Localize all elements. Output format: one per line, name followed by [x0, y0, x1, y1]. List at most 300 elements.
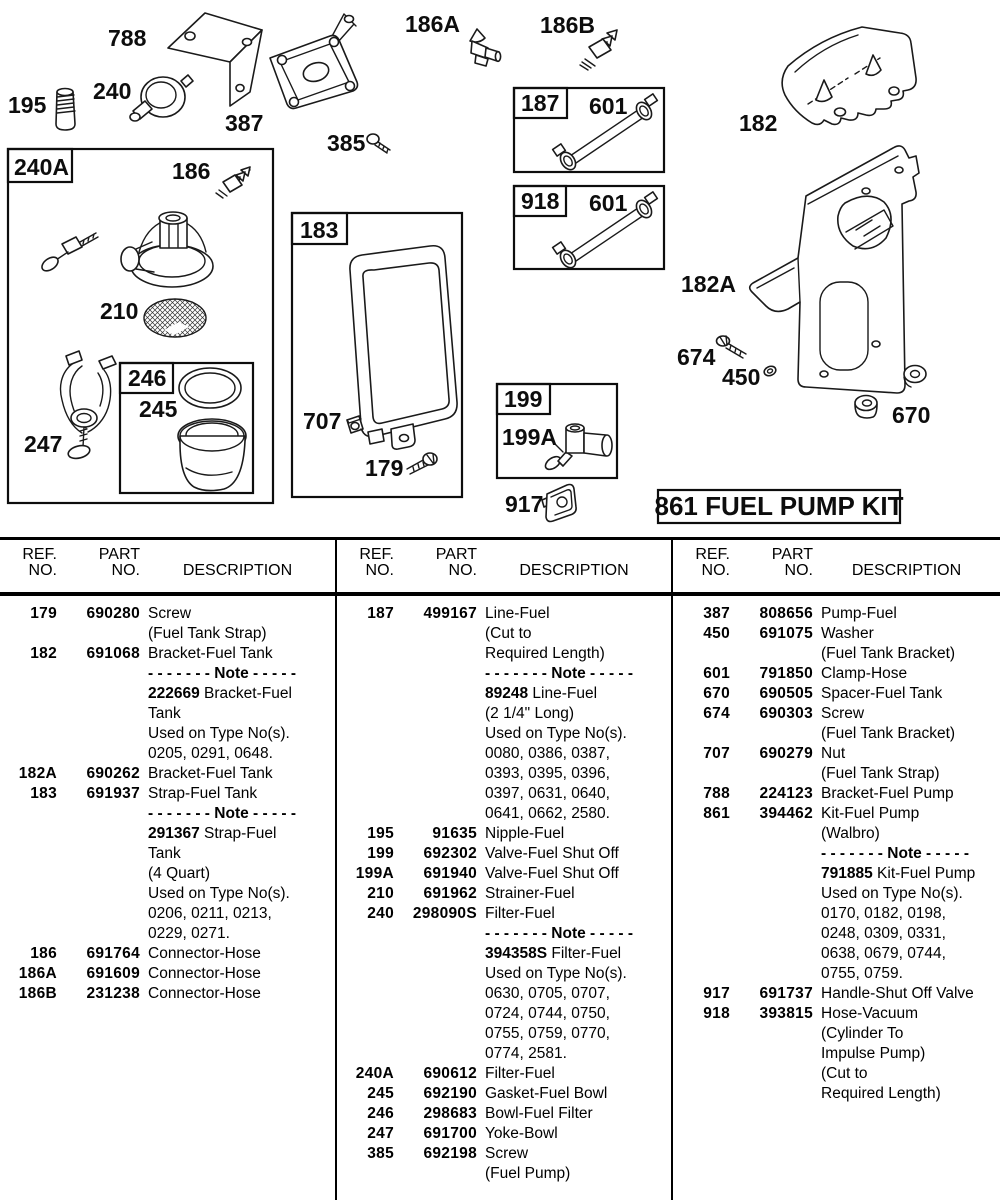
part-row	[0, 784, 335, 804]
ref-no	[673, 1044, 730, 1064]
part-drawing-450-washer	[763, 365, 777, 378]
ref-no: 182	[30, 645, 57, 662]
description-header: DESCRIPTION	[851, 562, 962, 579]
ref-no	[0, 624, 57, 644]
part-no	[394, 664, 477, 684]
description: 0229, 0271.	[148, 925, 230, 942]
description: Nipple-Fuel	[485, 825, 565, 842]
part-no	[730, 924, 813, 944]
part-row-continuation	[0, 684, 335, 704]
part-no	[730, 1064, 813, 1084]
table-header	[337, 540, 671, 596]
description: - - - - - - - Note - - - - -	[148, 665, 297, 682]
part-label-182: 182	[739, 110, 778, 136]
part-drawing-917-handle	[542, 485, 576, 522]
part-no	[57, 744, 140, 764]
part-no: 393815	[759, 1005, 813, 1022]
part-drawing-179-screw	[407, 453, 437, 474]
part-drawing-240A-filter-head	[39, 212, 213, 287]
part-drawing-385-screw	[367, 134, 390, 153]
ref-no	[673, 944, 730, 964]
part-no: 691937	[86, 785, 140, 802]
part-no	[394, 924, 477, 944]
description: 0205, 0291, 0648.	[148, 745, 273, 762]
part-no: 690303	[759, 705, 813, 722]
part-drawing-246-bowl	[178, 419, 246, 491]
description: 0774, 2581.	[485, 1045, 567, 1062]
part-drawing-240-filter	[130, 75, 193, 121]
part-label-601b: 601	[589, 190, 628, 216]
description: 0397, 0631, 0640,	[485, 785, 610, 802]
ref-no: 186B	[18, 985, 57, 1002]
part-no: 691075	[759, 625, 813, 642]
description: Connector-Hose	[148, 965, 261, 982]
part-no: 298090S	[412, 905, 477, 922]
ref-no	[337, 624, 394, 644]
description: Bracket-Fuel Pump	[821, 785, 954, 802]
part-row-continuation	[673, 964, 1000, 984]
part-row-continuation	[0, 924, 335, 944]
part-label-707: 707	[303, 408, 342, 434]
ref-no	[673, 824, 730, 844]
ref-no	[0, 724, 57, 744]
ref-no	[337, 1004, 394, 1024]
part-label-674: 674	[677, 344, 716, 370]
description: (Fuel Pump)	[485, 1165, 571, 1182]
parts-table-column-3	[673, 540, 1000, 1200]
part-row-continuation	[673, 924, 1000, 944]
part-row-continuation	[673, 904, 1000, 924]
description: 0206, 0211, 0213,	[148, 905, 272, 922]
ref-no: 179	[30, 605, 57, 622]
ref-no	[0, 884, 57, 904]
part-label-601: 601	[589, 93, 628, 119]
description: Yoke-Bowl	[485, 1125, 558, 1142]
description: 89248 Line-Fuel	[485, 685, 598, 702]
part-row-continuation	[0, 704, 335, 724]
part-no	[394, 804, 477, 824]
part-no	[730, 944, 813, 964]
ref-no: 788	[703, 785, 730, 802]
part-label-186B: 186B	[540, 12, 595, 38]
ref-no	[0, 664, 57, 684]
ref-no: 674	[703, 705, 730, 722]
ref-no	[0, 824, 57, 844]
description: (4 Quart)	[148, 865, 211, 882]
part-drawing-245-gasket	[179, 368, 241, 408]
ref-no: 182A	[18, 765, 57, 782]
part-row-continuation	[337, 1024, 671, 1044]
part-no	[394, 984, 477, 1004]
part-no: 691737	[759, 985, 813, 1002]
ref-no: 240A	[355, 1065, 394, 1082]
part-no: 231238	[86, 985, 140, 1002]
ref-no: 246	[367, 1105, 394, 1122]
description: 0755, 0759.	[821, 965, 903, 982]
description: (2 1/4" Long)	[485, 705, 575, 722]
table-header	[0, 540, 335, 596]
part-drawing-210-strainer	[144, 299, 206, 337]
description: Line-Fuel	[485, 605, 550, 622]
description: Tank	[148, 705, 181, 722]
part-row	[673, 684, 1000, 704]
part-no: 808656	[759, 605, 813, 622]
ref-no	[337, 684, 394, 704]
part-no	[730, 904, 813, 924]
part-row	[673, 704, 1000, 724]
part-no: 691700	[423, 1125, 477, 1142]
part-row-continuation	[0, 744, 335, 764]
part-label-246: 246	[128, 365, 167, 391]
part-row-continuation	[337, 644, 671, 664]
part-row-continuation	[337, 724, 671, 744]
part-row-continuation	[673, 864, 1000, 884]
ref-no	[673, 924, 730, 944]
description: 0080, 0386, 0387,	[485, 745, 610, 762]
part-row-continuation	[337, 704, 671, 724]
description: 0630, 0705, 0707,	[485, 985, 610, 1002]
ref-no: 195	[367, 825, 394, 842]
part-row	[673, 984, 1000, 1004]
description: 0638, 0679, 0744,	[821, 945, 946, 962]
part-no: 691962	[423, 885, 477, 902]
parts-table-column-2	[337, 540, 673, 1200]
part-label-385: 385	[327, 130, 366, 156]
part-row-continuation	[0, 884, 335, 904]
ref-no	[337, 1044, 394, 1064]
description: 0755, 0759, 0770,	[485, 1025, 610, 1042]
ref-no	[673, 764, 730, 784]
part-no	[730, 764, 813, 784]
part-row	[0, 764, 335, 784]
part-row	[0, 964, 335, 984]
part-no	[57, 884, 140, 904]
part-row-continuation	[337, 784, 671, 804]
part-drawing-186A-connector	[470, 29, 501, 66]
part-row-continuation	[337, 1044, 671, 1064]
ref-no	[337, 1024, 394, 1044]
ref-no-header: REF. NO.	[22, 546, 57, 579]
ref-no	[673, 644, 730, 664]
part-row-continuation	[673, 1024, 1000, 1044]
part-no: 224123	[759, 785, 813, 802]
description: Handle-Shut Off Valve	[821, 985, 974, 1002]
part-row-continuation	[673, 824, 1000, 844]
description: 0248, 0309, 0331,	[821, 925, 946, 942]
ref-no: 861	[703, 805, 730, 822]
part-no: 690279	[759, 745, 813, 762]
part-row-continuation	[0, 824, 335, 844]
ref-no	[0, 904, 57, 924]
ref-no: 670	[703, 685, 730, 702]
part-label-186A: 186A	[405, 11, 460, 37]
part-drawing-183-strap	[350, 246, 457, 449]
part-no	[394, 764, 477, 784]
description-header: DESCRIPTION	[519, 562, 629, 579]
part-label-187: 187	[521, 90, 560, 116]
description: (Cut to	[485, 625, 532, 642]
part-no: 691940	[423, 865, 477, 882]
ref-no	[337, 704, 394, 724]
description: - - - - - - - Note - - - - -	[148, 805, 297, 822]
part-no	[57, 864, 140, 884]
ref-no	[673, 964, 730, 984]
part-no	[730, 1084, 813, 1104]
part-row-continuation	[0, 724, 335, 744]
part-row-continuation	[0, 844, 335, 864]
description: Tank	[148, 845, 181, 862]
ref-no: 240	[367, 905, 394, 922]
part-row-continuation	[0, 904, 335, 924]
ref-no	[0, 844, 57, 864]
part-no	[57, 904, 140, 924]
part-no	[394, 684, 477, 704]
part-row-continuation	[337, 924, 671, 944]
part-drawing-182A-bracket	[750, 146, 919, 393]
ref-no	[337, 764, 394, 784]
part-row	[673, 664, 1000, 684]
ref-no	[337, 924, 394, 944]
part-no: 691609	[86, 965, 140, 982]
part-row	[337, 844, 671, 864]
ref-no	[0, 924, 57, 944]
description: - - - - - - - Note - - - - -	[485, 925, 634, 942]
part-no	[394, 944, 477, 964]
description: (Walbro)	[821, 825, 880, 842]
parts-table-column-1	[0, 540, 337, 1200]
part-row	[337, 1124, 671, 1144]
part-row-continuation	[673, 1084, 1000, 1104]
ref-no	[673, 724, 730, 744]
description: Used on Type No(s).	[148, 885, 290, 902]
part-no: 91635	[432, 825, 477, 842]
part-no-header: PART NO.	[98, 546, 140, 579]
part-no-header: PART NO.	[771, 546, 813, 579]
ref-no	[0, 684, 57, 704]
description: Used on Type No(s).	[485, 725, 627, 742]
part-drawing-674-screw	[717, 336, 747, 358]
part-row-continuation	[337, 1004, 671, 1024]
description: Impulse Pump)	[821, 1045, 926, 1062]
part-no	[57, 664, 140, 684]
description: Hose-Vacuum	[821, 1005, 919, 1022]
part-row-continuation	[337, 1164, 671, 1184]
description: 0724, 0744, 0750,	[485, 1005, 610, 1022]
part-row-continuation	[673, 844, 1000, 864]
ref-no: 199	[367, 845, 394, 862]
part-label-917: 917	[505, 491, 544, 517]
part-no	[394, 644, 477, 664]
part-no	[394, 624, 477, 644]
part-label-387: 387	[225, 110, 264, 136]
part-label-670: 670	[892, 402, 931, 428]
description: 0641, 0662, 2580.	[485, 805, 610, 822]
part-label-240: 240	[93, 78, 132, 104]
part-label-240A: 240A	[14, 154, 69, 180]
part-row-continuation	[337, 664, 671, 684]
part-label-183: 183	[300, 217, 339, 243]
table-rows	[0, 596, 335, 1004]
part-no: 691068	[86, 645, 140, 662]
part-row	[337, 604, 671, 624]
part-no	[57, 704, 140, 724]
part-no	[394, 1024, 477, 1044]
part-row	[673, 624, 1000, 644]
description: Bowl-Fuel Filter	[485, 1105, 593, 1122]
description: Screw	[148, 605, 192, 622]
part-label-199A: 199A	[502, 424, 557, 450]
part-drawing-186-connector	[216, 167, 250, 198]
part-no	[394, 1004, 477, 1024]
description: 394358S Filter-Fuel	[485, 945, 622, 962]
ref-no: 210	[367, 885, 394, 902]
ref-no	[337, 964, 394, 984]
description: Strainer-Fuel	[485, 885, 575, 902]
description: Clamp-Hose	[821, 665, 908, 682]
part-label-182A: 182A	[681, 271, 736, 297]
part-no: 690612	[423, 1065, 477, 1082]
description: (Fuel Tank Strap)	[821, 765, 940, 782]
description: (Fuel Tank Bracket)	[821, 725, 956, 742]
description: Washer	[821, 625, 874, 642]
ref-no: 387	[703, 605, 730, 622]
ref-no	[673, 1084, 730, 1104]
part-no	[57, 724, 140, 744]
part-no	[57, 684, 140, 704]
part-row	[673, 804, 1000, 824]
part-drawing-195-nipple	[56, 89, 75, 131]
part-row	[673, 744, 1000, 764]
part-row-continuation	[673, 884, 1000, 904]
table-rows	[337, 596, 671, 1184]
ref-no	[0, 704, 57, 724]
description: Connector-Hose	[148, 945, 261, 962]
ref-no-header: REF. NO.	[359, 546, 394, 579]
description-header: DESCRIPTION	[182, 562, 293, 579]
part-row	[337, 824, 671, 844]
part-label-788: 788	[108, 25, 147, 51]
description: Used on Type No(s).	[821, 885, 963, 902]
part-no: 791850	[759, 665, 813, 682]
ref-no	[337, 944, 394, 964]
part-no: 690262	[86, 765, 140, 782]
description: 0170, 0182, 0198,	[821, 905, 946, 922]
part-row	[337, 864, 671, 884]
part-no: 692302	[423, 845, 477, 862]
description: Bracket-Fuel Tank	[148, 765, 273, 782]
part-no	[730, 724, 813, 744]
description: Strap-Fuel Tank	[148, 785, 258, 802]
part-no	[57, 804, 140, 824]
part-row	[337, 1084, 671, 1104]
part-no	[394, 744, 477, 764]
part-row-continuation	[673, 724, 1000, 744]
part-no	[57, 824, 140, 844]
part-no	[730, 1024, 813, 1044]
ref-no: 245	[367, 1085, 394, 1102]
description: Spacer-Fuel Tank	[821, 685, 943, 702]
description: Nut	[821, 745, 846, 762]
description: Used on Type No(s).	[148, 725, 290, 742]
part-no: 394462	[759, 805, 813, 822]
ref-no: 183	[30, 785, 57, 802]
description: Screw	[821, 705, 865, 722]
part-no	[394, 964, 477, 984]
parts-table	[0, 537, 1000, 1200]
ref-no	[673, 904, 730, 924]
part-row	[673, 1004, 1000, 1024]
part-no-header: PART NO.	[435, 546, 477, 579]
part-row	[337, 1144, 671, 1164]
parts-diagram	[0, 0, 1000, 537]
part-row	[0, 984, 335, 1004]
part-no: 690280	[86, 605, 140, 622]
part-drawing-182-bracket	[782, 27, 916, 124]
part-row	[0, 604, 335, 624]
description: Bracket-Fuel Tank	[148, 645, 273, 662]
part-row	[0, 644, 335, 664]
description: Required Length)	[485, 645, 605, 662]
part-drawing-247-yoke	[61, 351, 116, 460]
part-no	[730, 844, 813, 864]
description: (Fuel Tank Strap)	[148, 625, 267, 642]
description: Screw	[485, 1145, 529, 1162]
description: Kit-Fuel Pump	[821, 805, 920, 822]
part-row-continuation	[337, 624, 671, 644]
part-label-179: 179	[365, 455, 404, 481]
description: Filter-Fuel	[485, 905, 555, 922]
description: Pump-Fuel	[821, 605, 897, 622]
description: 0393, 0395, 0396,	[485, 765, 610, 782]
part-row	[673, 604, 1000, 624]
part-row-continuation	[673, 1064, 1000, 1084]
part-drawing-707-nut	[347, 416, 363, 433]
part-row-continuation	[337, 984, 671, 1004]
description: (Cylinder To	[821, 1025, 904, 1042]
part-row-continuation	[0, 664, 335, 684]
part-row-continuation	[337, 944, 671, 964]
part-row-continuation	[337, 684, 671, 704]
description: Gasket-Fuel Bowl	[485, 1085, 608, 1102]
ref-no	[337, 664, 394, 684]
part-row	[673, 784, 1000, 804]
part-no: 691764	[86, 945, 140, 962]
description: Filter-Fuel	[485, 1065, 555, 1082]
description: 291367 Strap-Fuel	[148, 825, 277, 842]
part-no: 298683	[423, 1105, 477, 1122]
ref-no: 385	[367, 1145, 394, 1162]
part-no	[730, 864, 813, 884]
ref-no: 601	[703, 665, 730, 682]
description: 222669 Bracket-Fuel	[148, 685, 292, 702]
description: Valve-Fuel Shut Off	[485, 865, 619, 882]
part-row-continuation	[337, 804, 671, 824]
ref-no	[337, 984, 394, 1004]
description: (Fuel Tank Bracket)	[821, 645, 956, 662]
part-no	[730, 824, 813, 844]
part-label-918: 918	[521, 188, 560, 214]
ref-no	[673, 1064, 730, 1084]
part-row-continuation	[673, 1044, 1000, 1064]
part-no	[730, 884, 813, 904]
part-row	[337, 884, 671, 904]
part-row	[337, 1064, 671, 1084]
description: Connector-Hose	[148, 985, 261, 1002]
description: Used on Type No(s).	[485, 965, 627, 982]
part-no	[730, 1044, 813, 1064]
description: (Cut to	[821, 1065, 868, 1082]
ref-no: 917	[703, 985, 730, 1002]
